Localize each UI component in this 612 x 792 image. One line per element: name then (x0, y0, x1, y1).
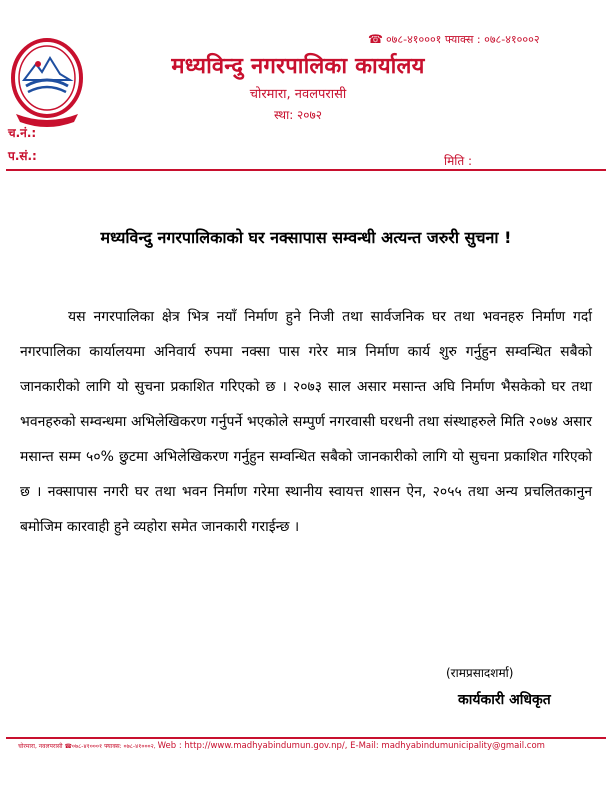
notice-body (20, 300, 592, 545)
established-year: स्था: २०७२ (273, 108, 323, 122)
phone-fax-text: ०७८-४१०००१ फ्याक्स : ०७८-४१०००२ (385, 33, 540, 46)
header-divider (6, 169, 606, 171)
footer-address-phone: चोरमारा, नवलपरासी ☎०७८-४१०००१ फ्याक्स: ०७८-४१०००२, (18, 743, 158, 750)
phone-icon: ☎ (368, 32, 383, 46)
office-name: मध्यविन्दु नगरपालिका कार्यालय (171, 54, 425, 79)
notice-body-text: यस नगरपालिका क्षेत्र भित्र नयाँ निर्माण हुने निजी तथा सार्वजनिक घर तथा भवनहरु निर्माण गर्दा नगरपालिका कार्यालयमा अनिवार्य रुपमा नक्सा पास गरेर मात्र निर्माण कार्य शुरु गर्नुहुन सम्वन्धित सबैको जानकारीको लागि यो सुचना प्रकाशित गरिएको छ । २०७३ साल असार मसान्त अघि निर्माण भैसकेको घर तथा भवनहरुको सम्वन्धमा अभिलेखिकरण गर्नुपर्ने भएकोले सम्पुर्ण नगरवासी घरधनी तथा संस्थाहरुले मिति २०७४ असार मसान्त सम्म ५०% छुटमा अभिलेखिकरण गर्नुहुन सम्वन्धित सबैको जानकारीको लागि यो सुचना प्रकाशित गरिएको छ । नक्सापास नगरी घर तथा भवन निर्माण गरेमा स्थानीय स्वायत्त शासन ऐन, २०५५ तथा अन्य प्रचलितकानुन बमोजिम कारवाही हुने व्यहोरा समेत जानकारी गराईन्छ । (20, 309, 592, 535)
footer-divider (6, 737, 606, 739)
footer-contact (18, 741, 594, 751)
nepal-emblem-logo (8, 34, 86, 130)
date-label: मिति : (444, 154, 473, 168)
signatory-title: कार्यकारी अधिकृत (458, 692, 551, 708)
letter-number-label: प.सं.: (8, 149, 37, 163)
footer-web-email: Web : http://www.madhyabindumun.gov.np/, E-Mail: madhyabindumunicipality@gmail.com (157, 741, 545, 751)
phone-fax-line (368, 32, 604, 47)
office-address: चोरमारा, नवलपरासी (249, 87, 347, 102)
signatory-name: (रामप्रसादशर्मा) (446, 666, 514, 680)
notice-headline: मध्यविन्दु नगरपालिकाको घर नक्सापास सम्वन्धी अत्यन्त जरुरी सुचना ! (100, 228, 512, 247)
reference-number-label: च.नं.: (8, 126, 37, 140)
